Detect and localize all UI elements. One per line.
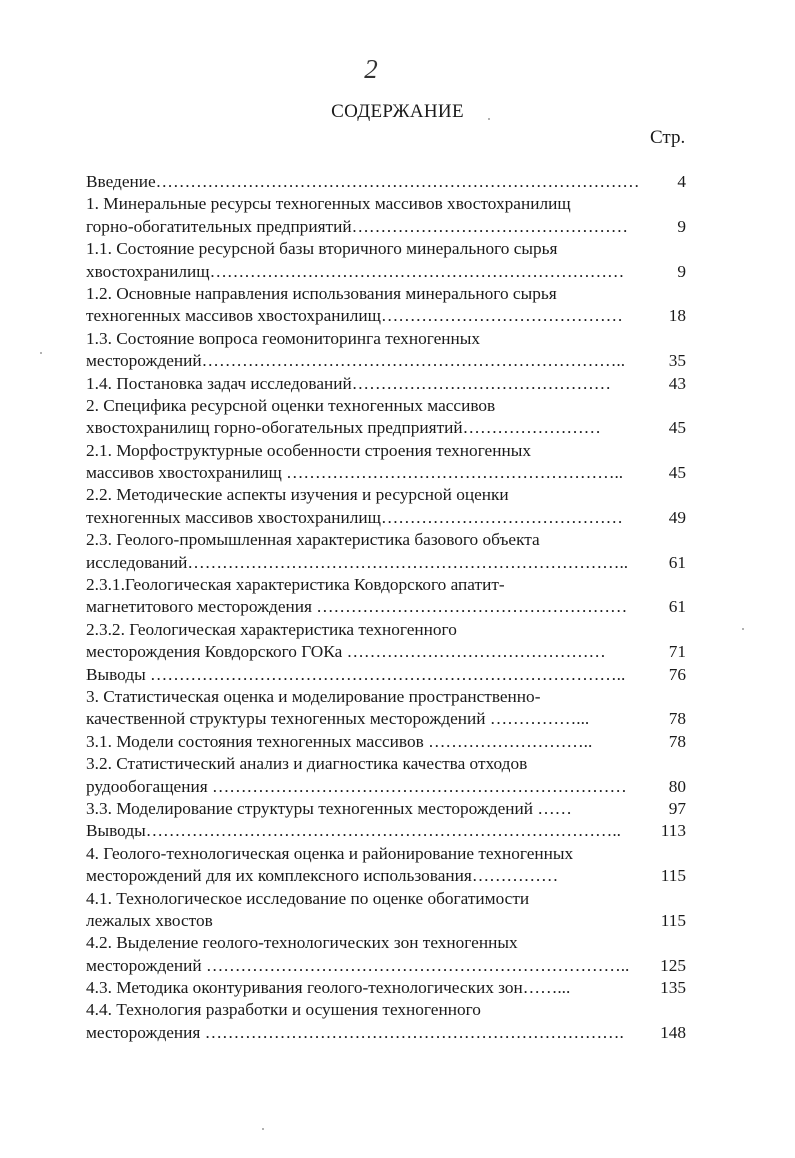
toc-line — [86, 865, 686, 887]
toc-page-number: 61 — [668, 552, 686, 572]
toc-line-text: 2.2. Методические аспекты изучения и ресурсной оценки — [86, 485, 509, 505]
toc-line — [86, 999, 686, 1021]
toc-line — [86, 440, 686, 462]
toc-line — [86, 350, 686, 372]
toc-line — [86, 328, 686, 350]
toc-entry[interactable] — [86, 999, 686, 1044]
toc-line — [86, 977, 686, 999]
toc-line-text: 1.3. Состояние вопроса геомониторинга техногенных — [86, 328, 480, 348]
toc-line-text: хвостохранилищ горно-обогательных предприятий…………………… — [86, 418, 601, 438]
toc-page-number: 78 — [668, 731, 686, 751]
toc-page-number: 113 — [660, 821, 686, 841]
toc-page-number: 9 — [677, 216, 686, 236]
toc-page-number: 61 — [668, 597, 686, 617]
page-number: 2 — [364, 54, 378, 84]
toc-line-text: рудообогащения ……………………………………………………………… — [86, 776, 627, 796]
toc-line — [86, 395, 686, 417]
toc-entry[interactable] — [86, 619, 686, 664]
toc-line — [86, 529, 686, 551]
toc-line-text: 3.2. Статистический анализ и диагностика качества отходов — [86, 754, 528, 774]
toc-line-text: 1. Минеральные ресурсы техногенных массивов хвостохранилищ — [86, 194, 571, 214]
toc-entry[interactable] — [86, 888, 686, 933]
toc-line — [86, 753, 686, 775]
toc-line-text: лежалых хвостов — [86, 910, 213, 930]
toc-line-text: 2.3. Геолого-промышленная характеристика базового объекта — [86, 530, 540, 550]
toc-line — [86, 932, 686, 954]
toc-line — [86, 910, 686, 932]
toc-line — [86, 686, 686, 708]
toc-line-text: 4. Геолого-технологическая оценка и районирование техногенных — [86, 843, 574, 863]
toc-line-text: 4.4. Технология разработки и осушения техногенного — [86, 1000, 481, 1020]
toc-entry[interactable] — [86, 820, 686, 842]
toc-line — [86, 955, 686, 977]
toc-line-text: массивов хвостохранилищ ………………………………………………….. — [86, 463, 624, 483]
toc-entry[interactable] — [86, 686, 686, 731]
toc-line-text: 4.1. Технологическое исследование по оценке обогатимости — [86, 888, 530, 908]
toc-line — [86, 417, 686, 439]
toc-line-text: 1.4. Постановка задач исследований……………………………………… — [86, 373, 612, 393]
scan-speck — [262, 1128, 264, 1130]
toc-line-text: месторождения ………………………………………………………………. — [86, 1022, 624, 1042]
toc-entry[interactable] — [86, 731, 686, 753]
toc-entry[interactable] — [86, 440, 686, 485]
page-title: СОДЕРЖАНИЕ — [331, 101, 464, 122]
toc-page-number: 18 — [668, 306, 686, 326]
toc-line — [86, 798, 686, 820]
toc-line — [86, 373, 686, 395]
toc-line — [86, 888, 686, 910]
toc-page-number: 49 — [668, 507, 686, 527]
toc-page-number: 115 — [660, 910, 686, 930]
table-of-contents — [86, 171, 686, 1044]
toc-entry[interactable] — [86, 753, 686, 798]
toc-line — [86, 820, 686, 842]
toc-entry[interactable] — [86, 328, 686, 373]
toc-page-number: 35 — [668, 351, 686, 371]
toc-page-number: 43 — [668, 373, 686, 393]
toc-entry[interactable] — [86, 843, 686, 888]
toc-page-number: 80 — [668, 776, 686, 796]
toc-line-text: хвостохранилищ……………………………………………………………… — [86, 261, 625, 281]
toc-entry[interactable] — [86, 484, 686, 529]
toc-line-text: Введение………………………………………………………………………… — [86, 172, 640, 191]
toc-entry[interactable] — [86, 238, 686, 283]
toc-line-text: техногенных массивов хвостохранилищ…………………………………… — [86, 306, 623, 326]
toc-entry[interactable] — [86, 395, 686, 440]
toc-entry[interactable] — [86, 171, 686, 193]
toc-page-number: 45 — [668, 418, 686, 438]
toc-entry[interactable] — [86, 798, 686, 820]
toc-page-number: 71 — [668, 642, 686, 662]
scan-speck — [742, 628, 744, 630]
toc-line — [86, 238, 686, 260]
toc-page-number: 45 — [668, 463, 686, 483]
scan-speck — [40, 352, 42, 354]
toc-line-text: месторождений……………………………………………………………….. — [86, 351, 626, 371]
toc-line — [86, 283, 686, 305]
toc-line — [86, 171, 686, 193]
toc-entry[interactable] — [86, 977, 686, 999]
toc-line-text: 1.2. Основные направления использования минерального сырья — [86, 283, 557, 303]
toc-line-text: 2. Специфика ресурсной оценки техногенных массивов — [86, 395, 496, 415]
toc-line — [86, 1022, 686, 1044]
toc-line — [86, 641, 686, 663]
toc-line-text: магнетитового месторождения ……………………………………………… — [86, 597, 628, 617]
toc-entry[interactable] — [86, 664, 686, 686]
toc-line-text: 1.1. Состояние ресурсной базы вторичного минерального сырья — [86, 239, 558, 259]
toc-line-text: 2.3.1.Геологическая характеристика Ковдорского апатит- — [86, 575, 505, 595]
toc-line — [86, 507, 686, 529]
toc-line-text: месторождения Ковдорского ГОКа ……………………………………… — [86, 642, 606, 662]
toc-line-text: 2.1. Морфоструктурные особенности строения техногенных — [86, 440, 531, 460]
toc-entry[interactable] — [86, 373, 686, 395]
toc-line-text: техногенных массивов хвостохранилищ…………………………………… — [86, 507, 623, 527]
toc-page-number: 97 — [668, 798, 686, 818]
toc-line — [86, 305, 686, 327]
toc-line — [86, 619, 686, 641]
toc-line-text: Выводы……………………………………………………………………….. — [86, 821, 621, 841]
pages-column-header: Стр. — [650, 127, 686, 148]
toc-line — [86, 596, 686, 618]
toc-page-number: 148 — [660, 1022, 686, 1042]
toc-line-text: 2.3.2. Геологическая характеристика техногенного — [86, 619, 457, 639]
toc-line — [86, 484, 686, 506]
toc-line-text: месторождений ……………………………………………………………….. — [86, 955, 630, 975]
toc-page-number: 125 — [660, 955, 686, 975]
toc-line — [86, 574, 686, 596]
toc-line — [86, 664, 686, 686]
toc-line-text: 4.3. Методика оконтуривания геолого-технологических зон……... — [86, 978, 571, 998]
toc-line-text: качественной структуры техногенных месторождений ……………... — [86, 709, 590, 729]
toc-line-text: 3.3. Моделирование структуры техногенных месторождений …… — [86, 798, 572, 818]
toc-page-number: 78 — [668, 709, 686, 729]
toc-line-text: 4.2. Выделение геолого-технологических зон техногенных — [86, 933, 518, 953]
toc-line-text: Выводы ……………………………………………………………………….. — [86, 664, 626, 684]
toc-page-number: 4 — [677, 172, 686, 191]
toc-line — [86, 261, 686, 283]
toc-line — [86, 843, 686, 865]
toc-page-number: 135 — [660, 978, 686, 998]
toc-entry[interactable] — [86, 283, 686, 328]
toc-line — [86, 216, 686, 238]
toc-page-number: 76 — [668, 664, 686, 684]
toc-entry[interactable] — [86, 574, 686, 619]
scan-speck — [488, 118, 490, 120]
toc-page-number: 9 — [677, 261, 686, 281]
toc-line-text: горно-обогатительных предприятий………………………………………… — [86, 216, 629, 236]
toc-line-text: месторождений для их комплексного использования…………… — [86, 866, 559, 886]
toc-line-text: 3. Статистическая оценка и моделирование пространственно- — [86, 686, 541, 706]
toc-line — [86, 731, 686, 753]
toc-line-text: 3.1. Модели состояния техногенных массивов ……………………….. — [86, 731, 593, 751]
toc-line — [86, 462, 686, 484]
toc-line — [86, 193, 686, 215]
toc-entry[interactable] — [86, 932, 686, 977]
toc-entry[interactable] — [86, 529, 686, 574]
toc-line — [86, 776, 686, 798]
toc-entry[interactable] — [86, 193, 686, 238]
toc-line — [86, 708, 686, 730]
toc-page-number: 115 — [660, 866, 686, 886]
toc-line-text: исследований………………………………………………………………….. — [86, 552, 629, 572]
toc-line — [86, 552, 686, 574]
